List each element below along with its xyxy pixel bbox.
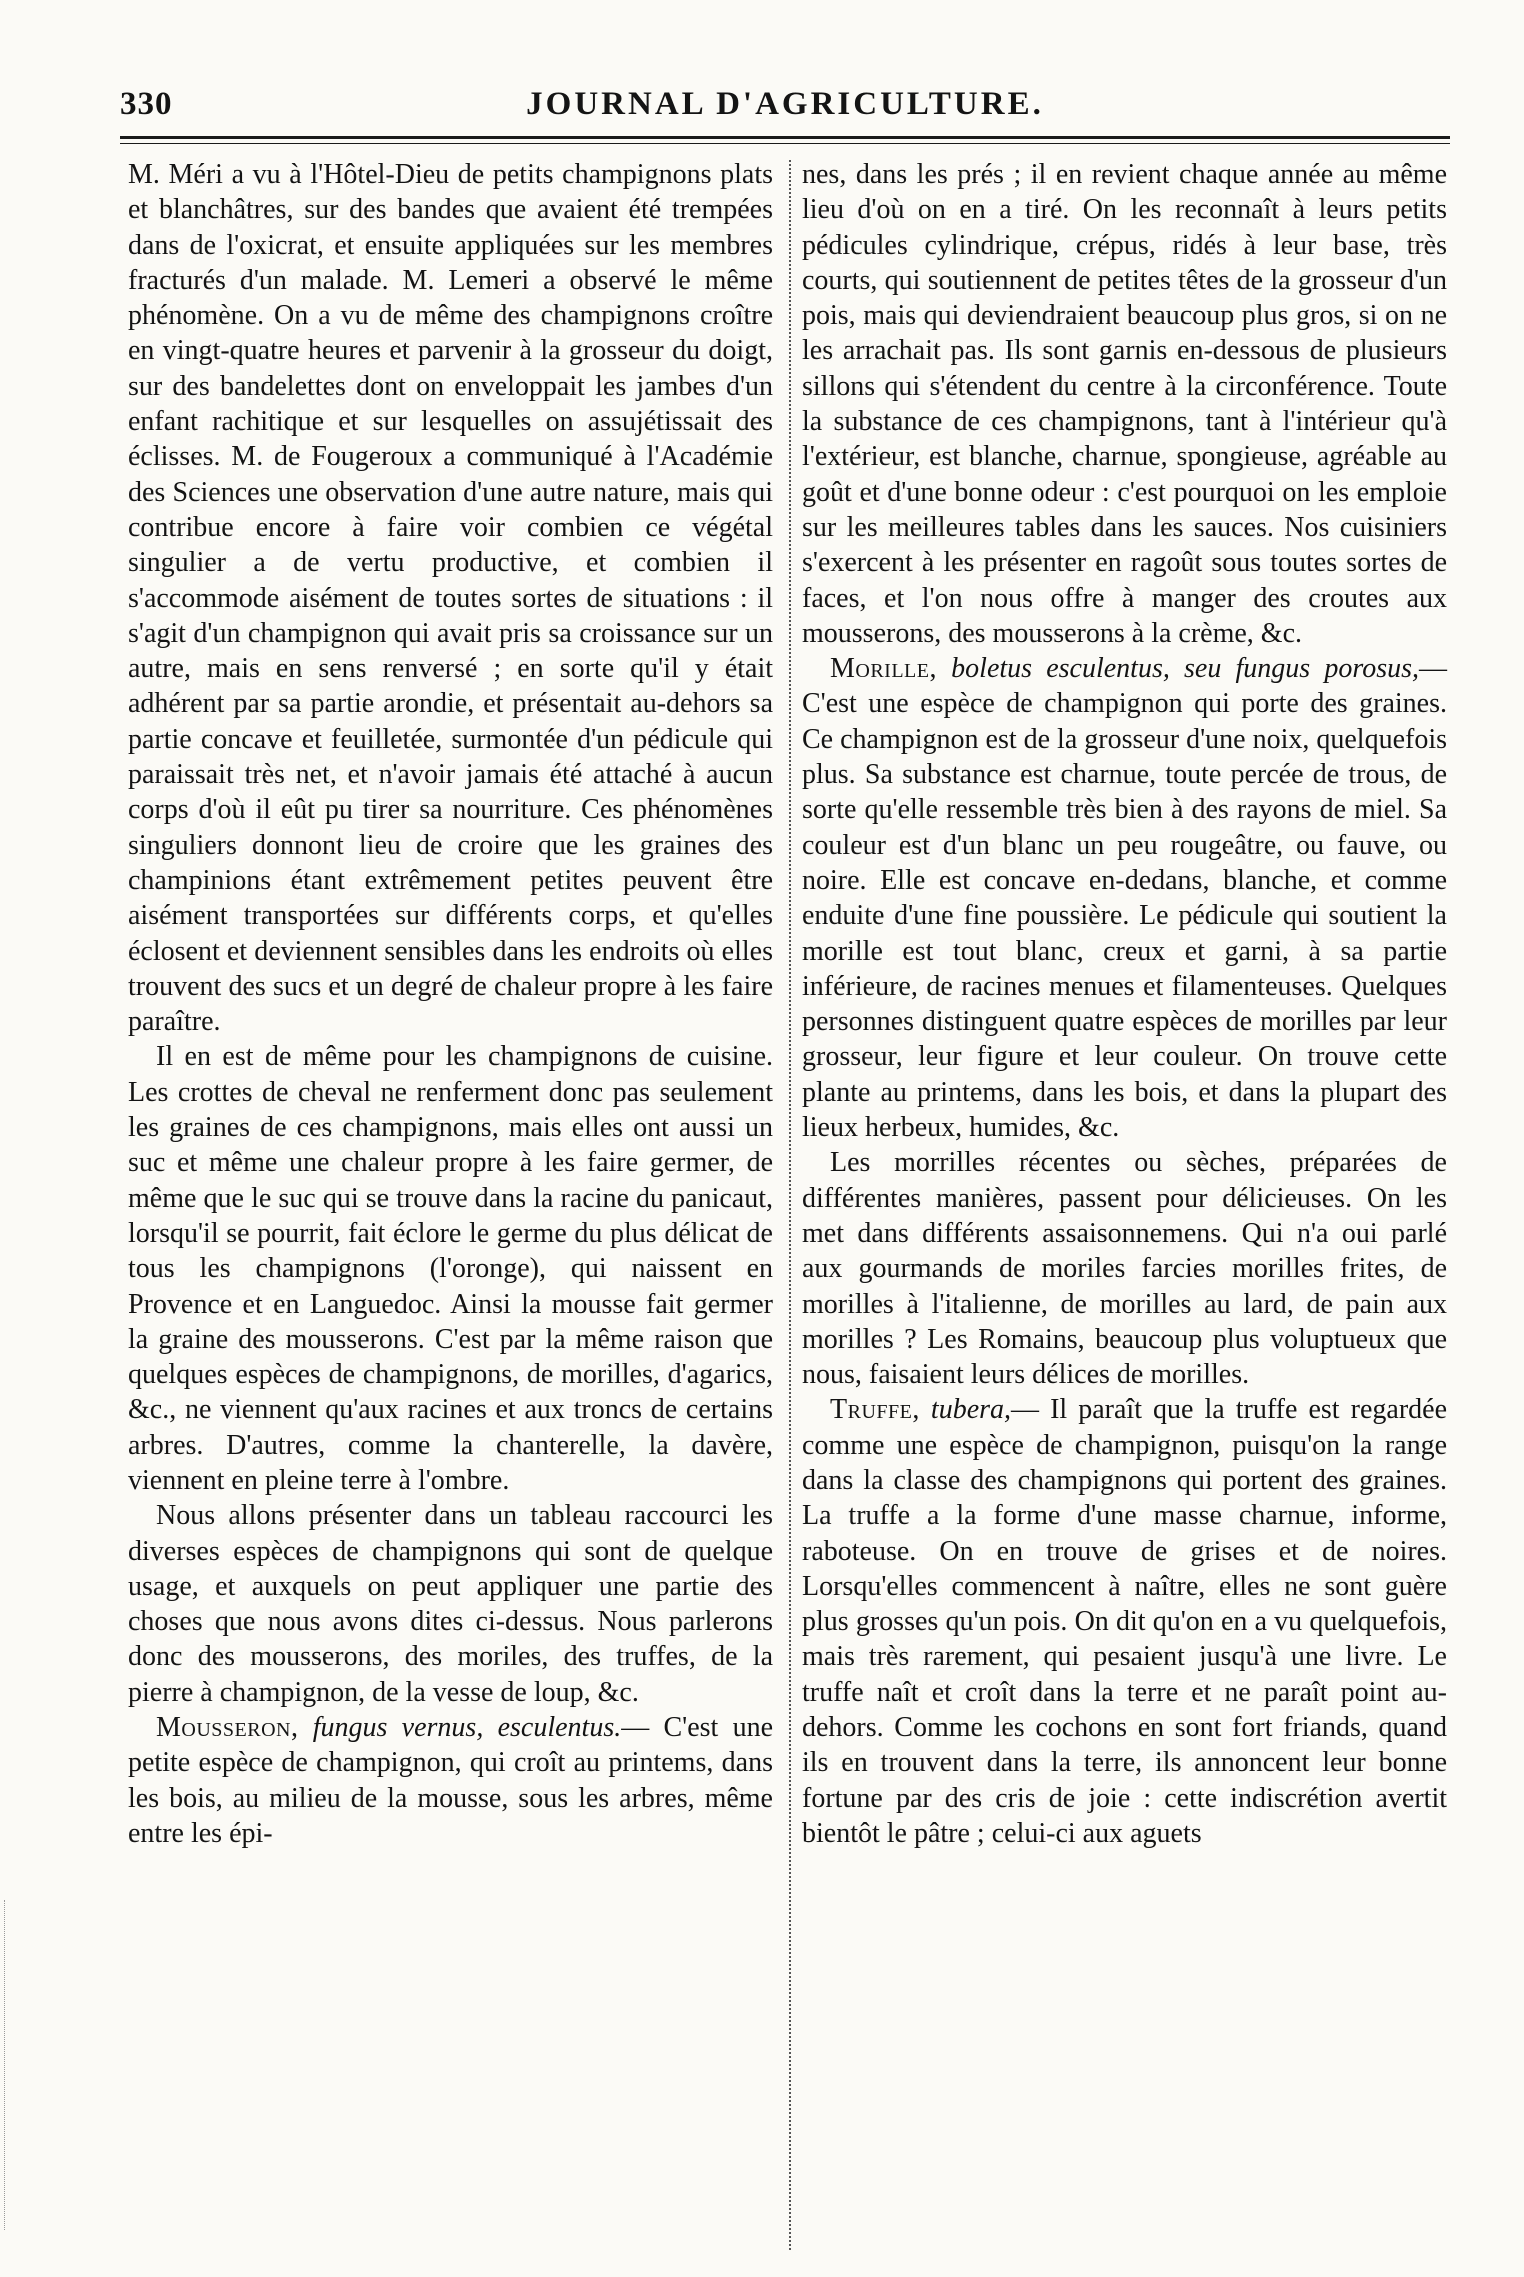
running-title: JOURNAL D'AGRICULTURE. xyxy=(526,86,1044,122)
entry-latin: fungus vernus, esculentus. xyxy=(312,1712,622,1744)
entry-text: — Il paraît que la truffe est regardée comme une espèce de champignon, puisqu'on la range dans la classe des champignons qui portent des graines. La truffe a la forme d'une masse charnue, informe, raboteuse. On en trouve de grises et de noires. Lorsqu'elles commencent à naître, elles ne sont guère plus grosses qu'un pois. On dit qu'on en a vu quelquefois, mais très rarement, qui pesaient jusqu'à une livre. Le truffe naît et croît dans la terre et ne paraît point au-dehors. Comme les cochons en sont fort friands, quand ils en trouvent dans la terre, ils annoncent leur bonne fortune par des cris de joie : cette indiscrétion avertit bientôt le pâtre ; celui-ci aux aguets xyxy=(802,1394,1447,1849)
paragraph: Nous allons présenter dans un tableau raccourci les diverses espèces de champignons qui sont de quelque usage, et auxquels on peut appliquer une partie des choses que nous avons dites ci-dessus. Nous parlerons donc des mousserons, des moriles, des truffes, de la pierre à champignon, de la vesse de loup, &c. xyxy=(128,1500,773,1708)
paragraph: M. Méri a vu à l'Hôtel-Dieu de petits champignons plats et blanchâtres, sur des bandes que avaient été trempées dans de l'oxicrat, et ensuite appliquées sur les membres fracturés d'un malade. M. Lemeri a observé le même phénomène. On a vu de même des champignons croître en vingt-quatre heures et parvenir à la grosseur du doigt, sur des bandelettes dont on enveloppait les jambes d'un enfant rachitique et sur lesquelles on assujétissait des éclisses. M. de Fougeroux a communiqué à l'Académie des Sciences une observation d'une autre nature, mais qui contribue encore à faire voir combien ce végétal singulier a de vertu productive, et combien il s'accommode aisément de toutes sortes de situations : il s'agit d'un champignon qui avait pris sa croissance sur un autre, mais en sens renversé ; en sorte qu'il y était adhérent par sa partie arondie, et présentait au-dehors sa partie concave et feuilletée, surmontée d'un pédicule qui paraissait très net, et n'avoir jamais été attaché à aucun corps d'où il eût pu tirer sa nourriture. Ces phénomènes singuliers donnont lieu de croire que les graines des champinions étant extrêmement petites peuvent être aisément transportées sur différents corps, et qu'elles éclosent et deviennent sensibles dans les endroits où elles trouvent des sucs et un degré de chaleur propre à les faire paraître. xyxy=(128,159,773,1038)
header-rule xyxy=(120,136,1450,139)
paragraph: nes, dans les prés ; il en revient chaque année au même lieu d'où on en a tiré. On les reconnaît à leurs petits pédicules cylindrique, crépus, ridés à leur base, très courts, qui soutiennent de petites têtes de la grosseur d'un pois, mais qui deviendraient beaucoup plus gros, si on ne les arrachait pas. Ils sont garnis en-dessous de plusieurs sillons qui s'étendent du centre à la circonférence. Toute la substance de ces champignons, tant à l'intérieur qu'à l'extérieur, est blanche, charnue, spongieuse, agréable au goût et d'une bonne odeur : c'est pourquoi on les emploie sur les meilleures tables dans les sauces. Nos cuisiniers s'exercent à les présenter en ragoût sous toutes sortes de faces, et l'on nous offre à manger des croutes aux mousserons, des mousserons à la crème, &c. xyxy=(802,159,1447,649)
entry-text: — C'est une espèce de champignon qui porte des graines. Ce champignon est de la grosseur d'une noix, quelquefois plus. Sa substance est charnue, toute percée de trous, de sorte qu'elle ressemble très bien à des rayons de miel. Sa couleur est d'un blanc un peu rougeâtre, ou fauve, ou noire. Elle est concave en-dedans, blanche, et comme enduite d'une fine poussière. Le pédicule qui soutient la morille est tout blanc, creux et garni, à sa partie inférieure, de racines menues et filamenteuses. Quelques personnes distinguent quatre espèces de morilles par leur grosseur, leur figure et leur couleur. On trouve cette plante au printems, dans les bois, et dans la plupart des lieux herbeux, humides, &c. xyxy=(802,653,1448,1144)
entry-text: — C'est une petite espèce de champignon, qui croît au printems, dans les bois, au milieu de la mousse, sous les arbres, même entre les épi- xyxy=(128,1712,773,1849)
page-number: 330 xyxy=(120,86,173,122)
entry-head: Morille, xyxy=(830,653,937,685)
entry-head: Mousseron, xyxy=(156,1712,299,1744)
entry-truffe xyxy=(802,1392,1447,1851)
column-divider xyxy=(789,160,791,2250)
left-column xyxy=(128,157,773,1851)
paragraph: Les morrilles récentes ou sèches, préparées de différentes manières, passent pour délicieuses. On les met dans différents assaisonnemens. Qui n'a oui parlé aux gourmands de moriles farcies morilles frites, de morilles à l'italienne, de morilles au lard, de pain aux morilles ? Les Romains, beaucoup plus voluptueux que nous, faisaient leurs délices de morilles. xyxy=(802,1147,1447,1391)
paragraph: Il en est de même pour les champignons de cuisine. Les crottes de cheval ne renferment donc pas seulement les graines de ces champignons, mais elles ont aussi un suc et même une chaleur propre à les faire germer, de même que le suc qui se trouve dans la racine du panicaut, lorsqu'il se pourrit, fait éclore le germe du plus délicat de tous les champignons (l'oronge), qui naissent en Provence et en Languedoc. Ainsi la mousse fait germer la graine des mousserons. C'est par la même raison que quelques espèces de champignons, de morilles, d'agarics, &c., ne viennent qu'aux racines et aux troncs de certains arbres. D'autres, comme la chanterelle, la davère, viennent en pleine terre à l'ombre. xyxy=(128,1041,773,1496)
entry-latin: tubera, xyxy=(930,1394,1012,1426)
entry-mousseron xyxy=(128,1710,773,1851)
page-edge-specks xyxy=(4,1900,11,2230)
entry-morille xyxy=(802,651,1447,1145)
right-column xyxy=(802,157,1447,1851)
entry-latin: boletus esculentus, seu fungus porosus, xyxy=(951,653,1420,685)
header-rule-thin xyxy=(120,143,1450,144)
running-head xyxy=(120,86,1450,130)
entry-head: Truffe, xyxy=(830,1394,920,1426)
